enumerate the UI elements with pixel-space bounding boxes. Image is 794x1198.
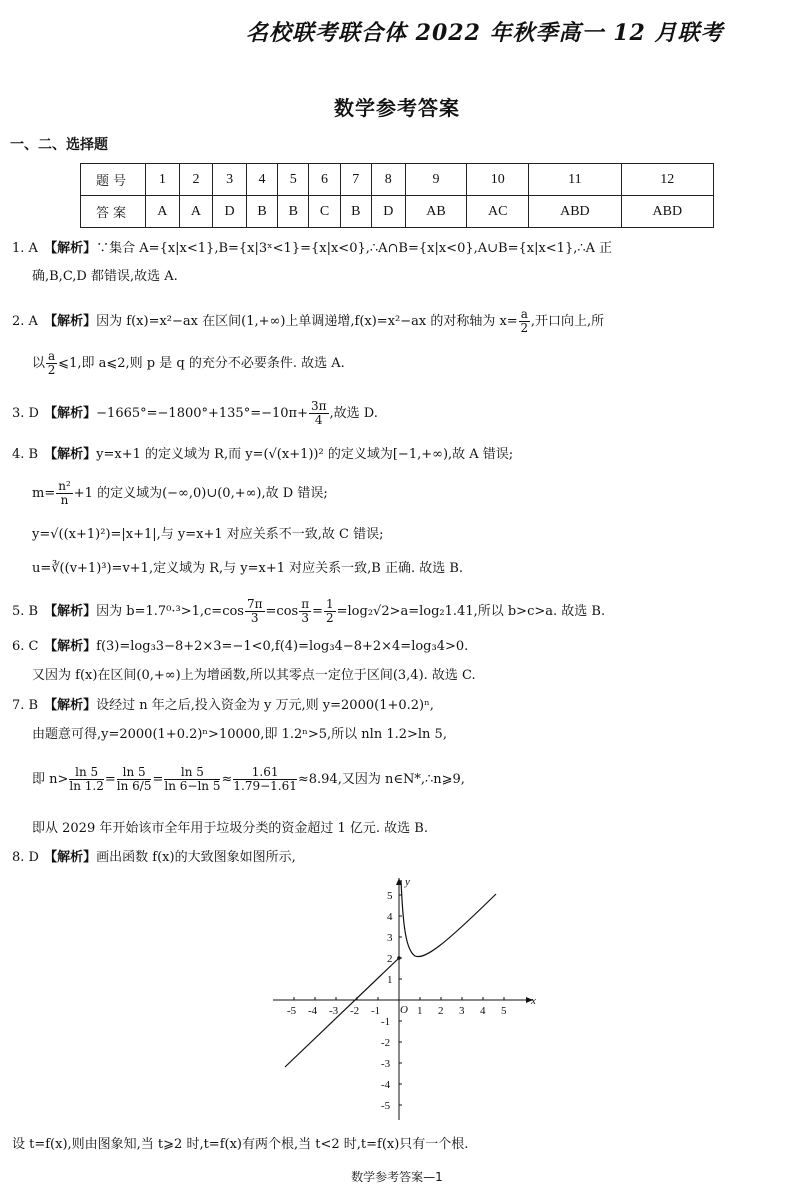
q7-line1: 7. B 【解析】设经过 n 年之后,投入资金为 y 万元,则 y=2000(1+0.2)ⁿ, — [12, 698, 434, 713]
q2-fraction-a-over-2: $\frac{a}{2}$ — [520, 307, 529, 335]
q2-line1 — [12, 308, 604, 335]
table-cell: AB — [405, 196, 467, 228]
table-cell: B — [340, 196, 371, 228]
table-cell: 8 — [371, 164, 405, 196]
table-cell: 2 — [179, 164, 213, 196]
question-number-row — [81, 164, 714, 196]
y-tick-label: 4 — [387, 911, 393, 923]
x-tick-label: -3 — [329, 1005, 339, 1017]
table-cell: A — [179, 196, 213, 228]
answer-table — [80, 163, 714, 228]
q1-text1: ∵集合 A={x|x<1},B={x|3ˣ<1}={x|x<0},∴A∩B={x|x<0},A∪B={x|x<1},∴A 正 — [96, 241, 613, 256]
y-tick-label: -3 — [381, 1058, 391, 1070]
y-tick-label: -2 — [381, 1037, 391, 1049]
q1-line2: 确,B,C,D 都错误,故选 A. — [32, 269, 178, 284]
q6-label: 6. C — [12, 639, 39, 654]
q8-line1: 8. D 【解析】画出函数 f(x)的大致图象如图所示, — [12, 850, 296, 865]
q1-tag: 【解析】 — [44, 241, 97, 256]
q5-label: 5. B — [12, 604, 39, 619]
table-cell: 9 — [405, 164, 467, 196]
table-cell: 5 — [278, 164, 309, 196]
q6-tag: 【解析】 — [44, 639, 97, 654]
q7-fraction-2: $\frac{\ln 5}{\ln 6/5}$ — [116, 765, 152, 793]
q8-label: 8. D — [12, 850, 39, 865]
x-tick-label: 5 — [501, 1005, 507, 1017]
q4-tag: 【解析】 — [44, 447, 97, 462]
q7-fraction-1: $\frac{\ln 5}{\ln 1.2}$ — [69, 765, 104, 793]
q5-fraction-pi-3: $\frac{\pi}{3}$ — [301, 597, 310, 625]
q7-line3: 即 n> $\frac{\ln 5}{\ln 1.2}$ = $\frac{\ln 5}{\ln 6/5}$ = $\frac{\ln 5}{\ln 6-\ln 5}$ ≈ $\frac{1.61}{1.79-1.61}$ ≈8.94,又因为 n∈N*,∴n⩾9, — [32, 765, 465, 793]
q5-fraction-7pi-3: $\frac{7\pi}{3}$ — [246, 597, 263, 625]
graph-left-branch — [285, 958, 399, 1067]
table-cell: 3 — [213, 164, 247, 196]
q4-label: 4. B — [12, 447, 39, 462]
table-cell: D — [213, 196, 247, 228]
table-cell: 4 — [246, 164, 277, 196]
table-cell: 10 — [467, 164, 529, 196]
table-cell: 12 — [621, 164, 713, 196]
q3-fraction: $\frac{3\pi}{4}$ — [310, 399, 327, 427]
document-title: 数学参考答案 — [334, 96, 460, 120]
row-head-number: 题号 — [81, 164, 146, 196]
q6-line1: 6. C 【解析】f(3)=log₃3−8+2×3=−1<0,f(4)=log₃4−8+2×4=log₃4>0. — [12, 639, 469, 654]
graph-endpoint — [397, 956, 401, 960]
q7-fraction-4: $\frac{1.61}{1.79-1.61}$ — [233, 765, 297, 793]
table-cell: B — [278, 196, 309, 228]
x-tick-label: 1 — [417, 1005, 423, 1017]
y-tick-label: -4 — [381, 1079, 391, 1091]
q7-line2: 由题意可得,y=2000(1+0.2)ⁿ>10000,即 1.2ⁿ>5,所以 nln 1.2>ln 5, — [32, 727, 447, 742]
table-cell: 6 — [309, 164, 340, 196]
function-graph — [265, 872, 545, 1122]
x-tick-label: 2 — [438, 1005, 444, 1017]
y-tick-label: 2 — [387, 953, 393, 965]
q4-line2: m= $\frac{\text{n²}}{n}$ +1 的定义域为(−∞,0)∪(0,+∞),故 D 错误; — [32, 479, 328, 507]
x-tick-label: -4 — [308, 1005, 318, 1017]
row-head-answer: 答案 — [81, 196, 146, 228]
table-cell: AC — [467, 196, 529, 228]
q1-line1 — [12, 240, 612, 258]
q4-fraction: $\frac{\text{n²}}{n}$ — [58, 479, 71, 507]
origin-label: O — [400, 1004, 408, 1016]
q7-line4: 即从 2029 年开始该市全年用于垃圾分类的资金超过 1 亿元. 故选 B. — [32, 821, 428, 836]
page-footer: 数学参考答案—1 — [351, 1170, 443, 1184]
table-cell: 1 — [146, 164, 180, 196]
q5-tag: 【解析】 — [44, 604, 97, 619]
table-cell: ABD — [621, 196, 713, 228]
section-label: 一、二、选择题 — [10, 137, 108, 153]
q2-text1: 因为 f(x)=x²−ax 在区间(1,+∞)上单调递增,f(x)=x²−ax 的对称轴为 x= — [96, 314, 518, 329]
x-tick-label: -1 — [371, 1005, 381, 1017]
x-axis-label: x — [531, 995, 536, 1007]
q2-line2: 以 $\frac{a}{2}$ ⩽1,即 a⩽2,则 p 是 q 的充分不必要条件. 故选 A. — [32, 349, 345, 377]
q2-fraction-a-over-2-b: $\frac{a}{2}$ — [47, 349, 56, 377]
table-cell: D — [371, 196, 405, 228]
table-cell: 11 — [529, 164, 621, 196]
q3-line: 3. D 【解析】−1665°=−1800°+135°=−10π+ $\frac{3\pi}{4}$ ,故选 D. — [12, 399, 378, 427]
x-tick-label: -2 — [350, 1005, 360, 1017]
q7-label: 7. B — [12, 698, 39, 713]
x-tick-label: -5 — [287, 1005, 297, 1017]
q2-label: 2. A — [12, 314, 38, 329]
q7-tag: 【解析】 — [44, 698, 97, 713]
q2-text1-end: ,开口向上,所 — [530, 314, 605, 329]
q3-tag: 【解析】 — [44, 406, 97, 421]
q3-label: 3. D — [12, 406, 39, 421]
answer-row — [81, 196, 714, 228]
y-tick-label: 1 — [387, 974, 393, 986]
q4-line3: y=√((x+1)²)=|x+1|,与 y=x+1 对应关系不一致,故 C 错误; — [32, 527, 384, 542]
table-cell: 7 — [340, 164, 371, 196]
y-tick-label: 5 — [387, 890, 393, 902]
q7-fraction-3: $\frac{\ln 5}{\ln 6-\ln 5}$ — [164, 765, 221, 793]
y-tick-label: -1 — [381, 1016, 391, 1028]
exam-header-title: 名校联考联合体 2022 年秋季高一 12 月联考 — [246, 20, 724, 46]
q5-line: 5. B 【解析】因为 b=1.7⁰·³>1,c=cos $\frac{7\pi}{3}$ =cos $\frac{\pi}{3}$ = $\frac{1}{2}$ =log₂√2>a=log₂1.41,所以 b>c>a. 故选 B. — [12, 597, 606, 625]
y-tick-label: 3 — [387, 932, 393, 944]
table-cell: ABD — [529, 196, 621, 228]
q6-line2: 又因为 f(x)在区间(0,+∞)上为增函数,所以其零点一定位于区间(3,4). 故选 C. — [32, 668, 476, 683]
x-tick-label: 3 — [459, 1005, 465, 1017]
table-cell: A — [146, 196, 180, 228]
q4-line1: 4. B 【解析】y=x+1 的定义域为 R,而 y=(√(x+1))² 的定义域为[−1,+∞),故 A 错误; — [12, 447, 514, 462]
q1-label: 1. A — [12, 241, 38, 256]
q5-fraction-1-2: $\frac{1}{2}$ — [325, 597, 334, 625]
y-axis-label: y — [405, 876, 410, 888]
q4-line4: u=∛((v+1)³)=v+1,定义域为 R,与 y=x+1 对应关系一致,B 正确. 故选 B. — [32, 561, 464, 576]
table-cell: B — [246, 196, 277, 228]
q8-line2: 设 t=f(x),则由图象知,当 t⩾2 时,t=f(x)有两个根,当 t<2 时,t=f(x)只有一个根. — [12, 1137, 469, 1152]
q8-tag: 【解析】 — [44, 850, 97, 865]
table-cell: C — [309, 196, 340, 228]
graph-right-branch — [401, 880, 496, 957]
y-tick-label: -5 — [381, 1100, 391, 1112]
q2-tag: 【解析】 — [44, 314, 97, 329]
x-tick-label: 4 — [480, 1005, 486, 1017]
